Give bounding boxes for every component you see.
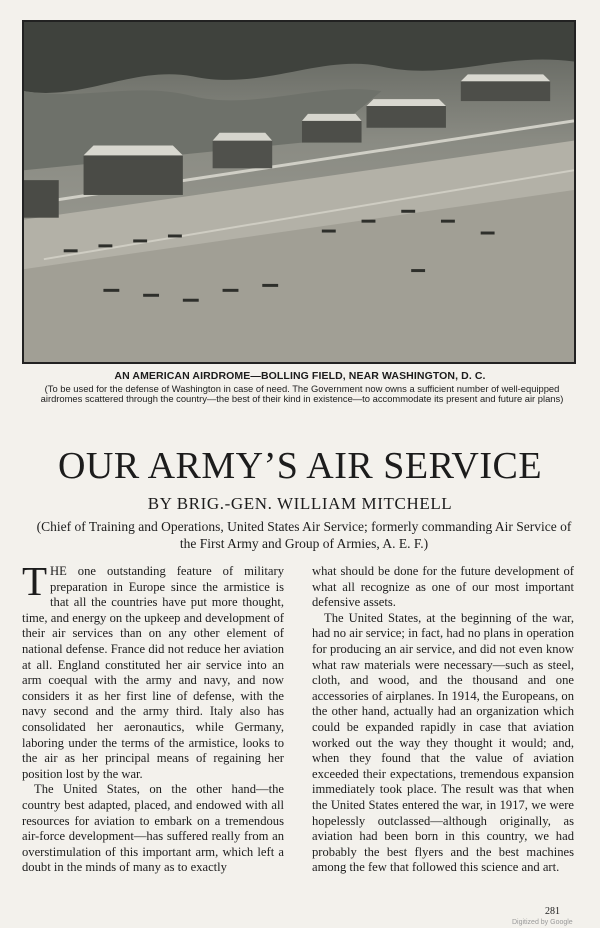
paragraph-1 [22,558,284,782]
airfield-photo [22,20,576,364]
paragraph-2-continued: what should be done for the future development of what all recognize as one of our most important defensive assets. [312,564,574,610]
author-affiliation: (Chief of Training and Operations, United States Air Service; formerly commanding Air Service of the First Army and Group of Armies, A. E. F.) [36,519,572,551]
photo-caption-title: AN AMERICAN AIRDROME—BOLLING FIELD, NEAR WASHINGTON, D. C. [114,370,486,382]
page-number: 281 [545,906,560,917]
article-column-left [22,558,284,876]
article-column-right [312,564,574,876]
aerial-photo-illustration [24,22,574,362]
paragraph-1-text: HE one outstanding feature of military preparation in Europe since the armistice is that all the countries have put more thought, time, and energy on the upkeep and development of their air services than on any other element of national defense. France did not reduce her aviation at all. England constituted her air service into an arm coequal with the army and navy, and now considers it as her first line of defense, with the navy second and the army third. Italy also has consolidated her aeronautics, while Germany, laboring under the terms of the armistice, looks to the air as her principal means of regaining her position lost by the war. [22,564,284,781]
paragraph-3: The United States, at the beginning of the war, had no air service; in fact, had no plans in operation for producing an air service, and did not even know what raw materials were necessary—such as steel, cloth, and wood, and the thousand and one accessories of airplanes. In 1914, the Europeans, on the other hand, actually had an organization which could be expanded rapidly in case that aviation worked out the way they thought it would; and, when they found that the value of aviation exceeded their expectations, tremendous expansion immediately took place. The result was that when the United States entered the war, in 1917, we were hopelessly outclassed—although originally, as aviation had been born in this country, we had probably the best flyers and the best machines among the few that followed this science and art. [312,610,574,875]
drop-cap: T [22,558,48,604]
article-title: OUR ARMY’S AIR SERVICE [57,445,543,487]
digitized-watermark: Digitized by Google [512,919,573,926]
photo-caption-note: (To be used for the defense of Washington in case of need. The Government now owns a sufficient number of well-equipped airdromes scattered through the country—the best of their kind in existence—to accommodate its present and future air plans) [40,383,564,405]
article-byline: BY BRIG.-GEN. WILLIAM MITCHELL [147,494,453,513]
paragraph-2: The United States, on the other hand—the country best adapted, placed, and endowed with all resources for aviation to embark on a tremendous air-force development—has suffered really from an overstimulation of this important arm, which left a doubt in the minds of many as to exactly [22,782,284,875]
